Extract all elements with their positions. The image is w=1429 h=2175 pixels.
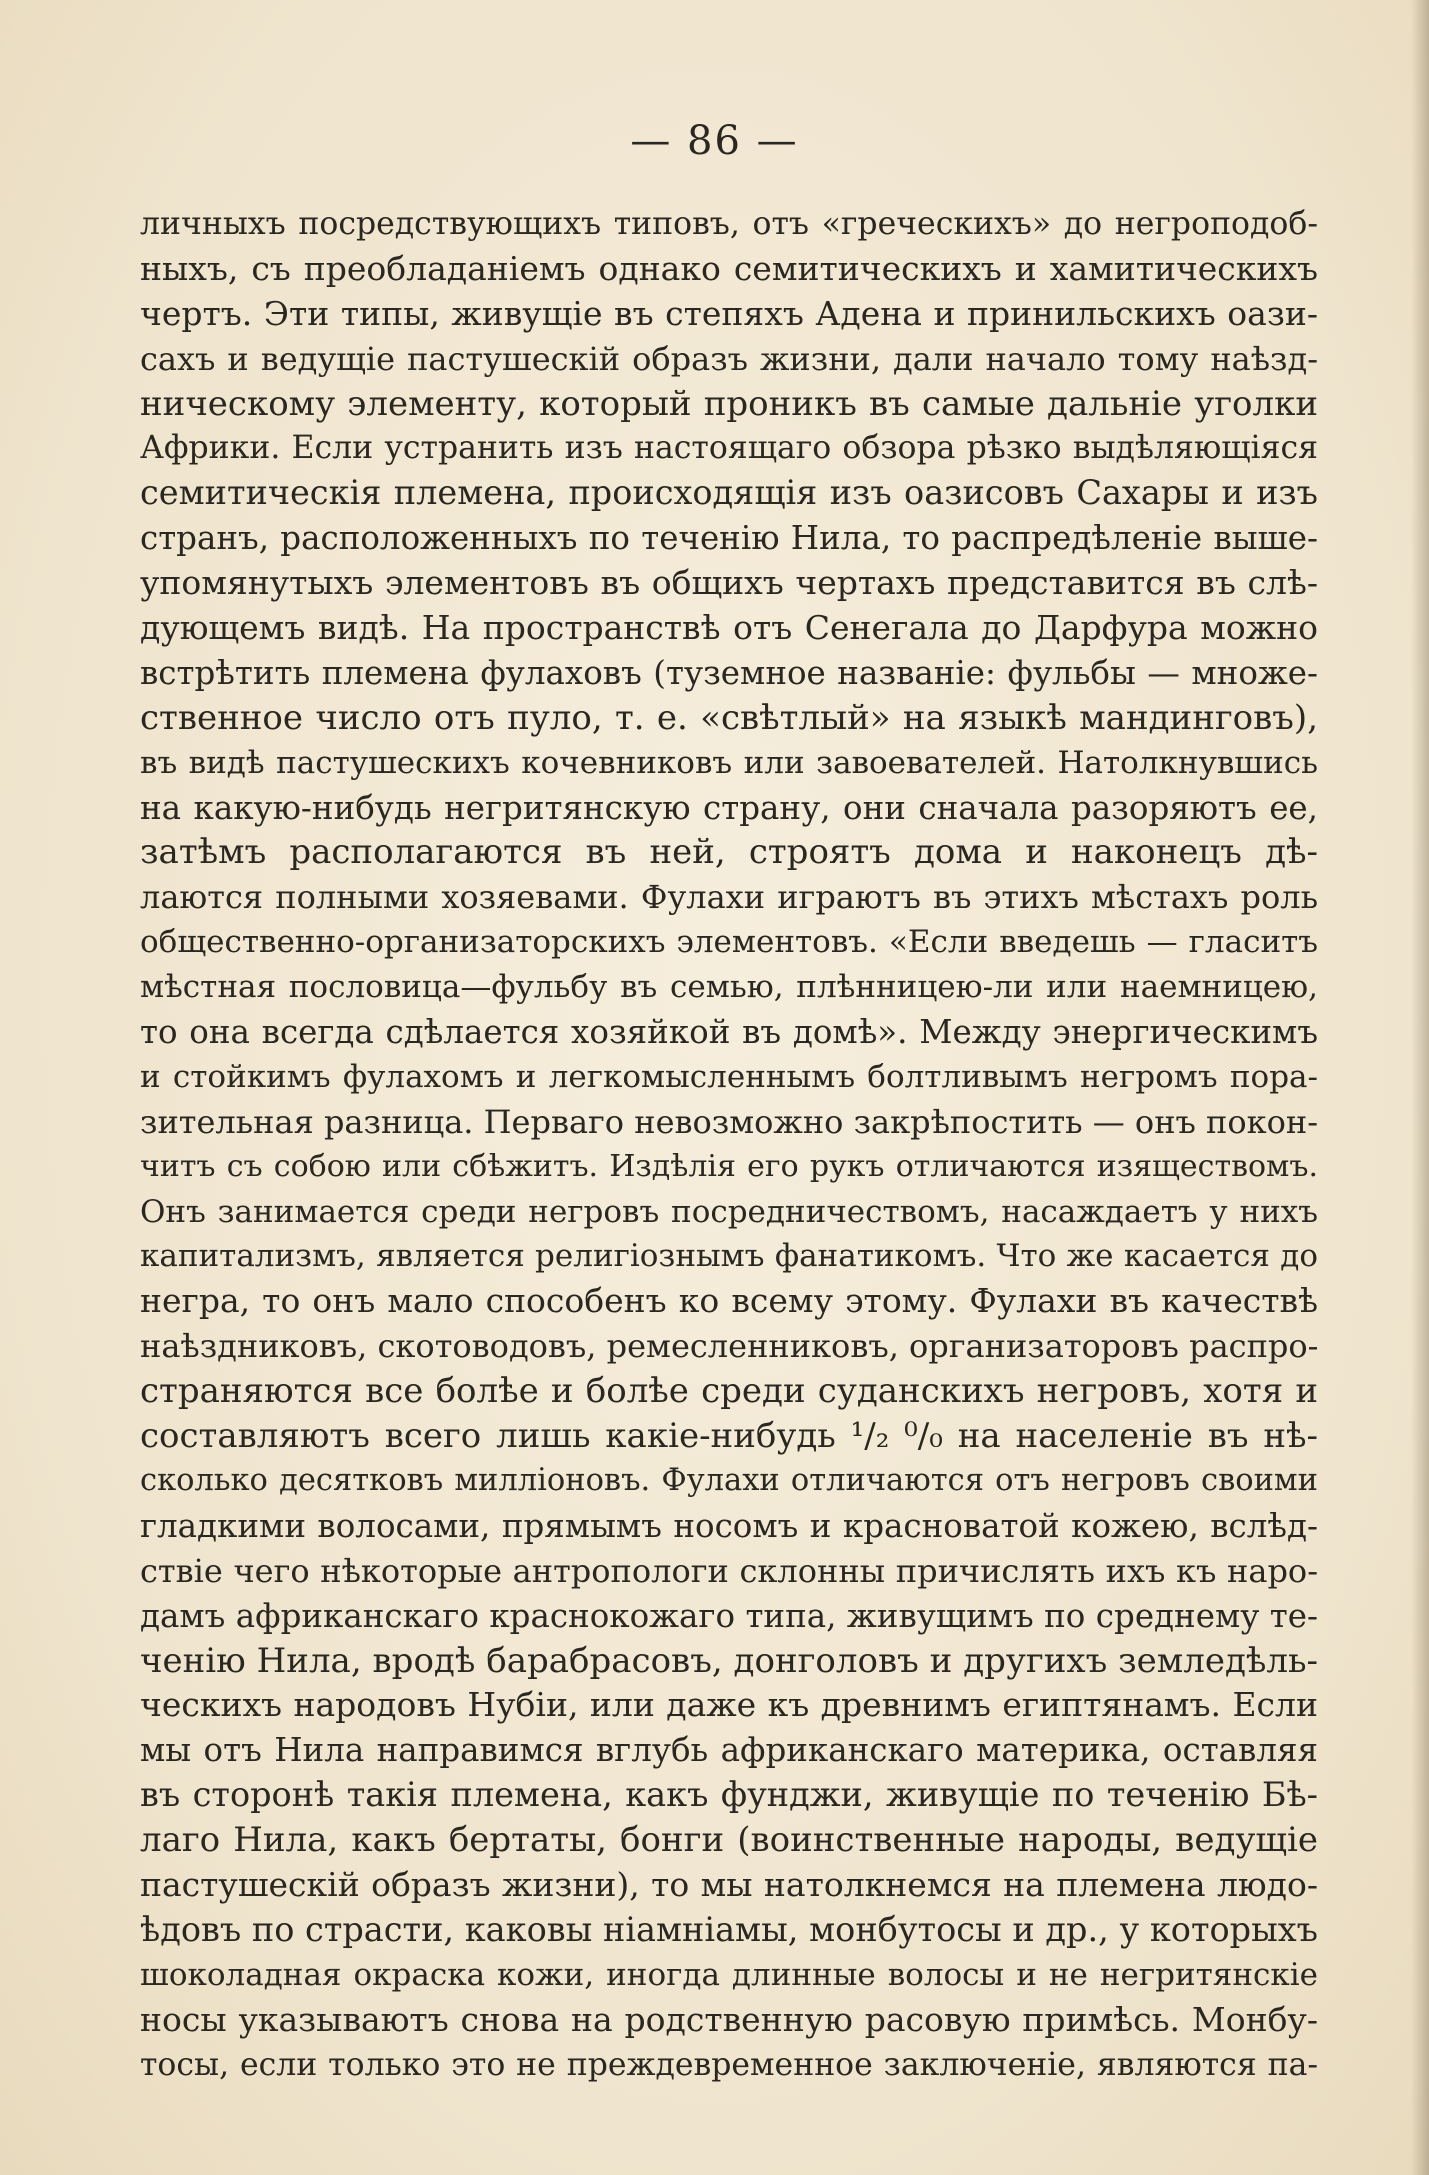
text-line: тосы, если только это не преждевременное заключеніе, являются па-	[140, 2046, 1318, 2083]
text-line: ствіе чего нѣкоторые антропологи склонны причислять ихъ къ наро-	[140, 1551, 1318, 1590]
text-line: странъ, расположенныхъ по теченію Нила, то распредѣленіе выше-	[140, 519, 1318, 558]
text-line: на какую-нибудь негритянскую страну, они сначала разоряютъ ее,	[140, 788, 1318, 827]
text-line: чертъ. Эти типы, живущіе въ степяхъ Адена и принильскихъ оази-	[140, 293, 1318, 333]
text-line: негра, то онъ мало способенъ ко всему этому. Фулахи въ качествѣ	[140, 1281, 1318, 1321]
text-line: читъ съ собою или сбѣжитъ. Издѣлія его рукъ отличаются изяществомъ.	[140, 1148, 1318, 1184]
body-text	[140, 202, 1318, 2087]
text-line: то она всегда сдѣлается хозяйкой въ домѣ». Между энергическимъ	[140, 1013, 1318, 1052]
text-line: Онъ занимается среди негровъ посредничествомъ, насаждаетъ у нихъ	[140, 1193, 1318, 1230]
text-line: мѣстная пословица—фульбу въ семью, плѣнницею-ли или наемницею,	[140, 969, 1318, 1006]
page-number: — 86 —	[630, 118, 799, 164]
text-line: составляютъ всего лишь какіе-нибудь ¹/₂ ⁰/₀ на населеніе въ нѣ-	[140, 1416, 1318, 1457]
text-line: лаются полными хозяевами. Фулахи играютъ въ этихъ мѣстахъ роль	[140, 878, 1318, 917]
text-line: ныхъ, съ преобладаніемъ однако семитическихъ и хамитическихъ	[140, 248, 1318, 288]
text-line: въ видѣ пастушескихъ кочевниковъ или завоевателей. Натолкнувшись	[140, 744, 1318, 781]
text-line: капитализмъ, является религіознымъ фанатикомъ. Что же касается до	[140, 1238, 1318, 1275]
text-line: сахъ и ведущіе пастушескій образъ жизни, дали начало тому наѣзд-	[140, 339, 1318, 378]
text-line: носы указываютъ снова на родственную расовую примѣсь. Монбу-	[140, 1999, 1318, 2039]
text-line: гладкими волосами, прямымъ носомъ и красноватой кожею, вслѣд-	[140, 1506, 1318, 1545]
text-line: личныхъ посредствующихъ типовъ, отъ «греческихъ» до негроподоб-	[140, 206, 1318, 242]
text-line: упомянутыхъ элементовъ въ общихъ чертахъ представится въ слѣ-	[140, 563, 1318, 603]
text-line: сколько десятковъ милліоновъ. Фулахи отличаются отъ негровъ своими	[140, 1462, 1318, 1498]
text-line: Африки. Если устранить изъ настоящаго обзора рѣзко выдѣляющіяся	[140, 430, 1318, 467]
text-line: лаго Нила, какъ бертаты, бонги (воинственные народы, ведущіе	[140, 1820, 1318, 1861]
text-line: наѣздниковъ, скотоводовъ, ремесленниковъ, организаторовъ распро-	[140, 1327, 1318, 1366]
text-line: страняются все болѣе и болѣе среди суданскихъ негровъ, хотя и	[140, 1371, 1318, 1412]
text-line: въ сторонѣ такія племена, какъ фунджи, живущіе по теченію Бѣ-	[140, 1775, 1318, 1815]
text-line: семитическія племена, происходящія изъ оазисовъ Сахары и изъ	[140, 473, 1318, 513]
page-edge-shadow	[1411, 0, 1429, 2175]
text-line: общественно-организаторскихъ элементовъ. «Если введешь — гласитъ	[140, 924, 1318, 961]
text-line: ственное число отъ пуло, т. е. «свѣтлый» на языкѣ мандинговъ),	[140, 697, 1318, 738]
text-line: ѣдовъ по страсти, каковы ніамніамы, монбутосы и др., у которыхъ	[140, 1909, 1318, 1949]
text-line: дующемъ видѣ. На пространствѣ отъ Сенегала до Дарфура можно	[140, 608, 1318, 648]
text-line: и стойкимъ фулахомъ и легкомысленнымъ болтливымъ негромъ пора-	[140, 1058, 1318, 1095]
text-line: затѣмъ располагаются въ ней, строятъ дома и наконецъ дѣ-	[140, 832, 1318, 873]
text-line: встрѣтить племена фулаховъ (туземное названіе: фульбы — множе-	[140, 653, 1318, 692]
text-line: ческихъ народовъ Нубіи, или даже къ древнимъ египтянамъ. Если	[140, 1685, 1318, 1725]
text-line: дамъ африканскаго краснокожаго типа, живущимъ по среднему те-	[140, 1596, 1318, 1635]
text-line: ническому элементу, который проникъ въ самые дальніе уголки	[140, 383, 1318, 424]
text-line: ченію Нила, вродѣ барабрасовъ, донголовъ и другихъ земледѣль-	[140, 1640, 1318, 1681]
text-line: зительная разница. Перваго невозможно закрѣпостить — онъ покон-	[140, 1102, 1318, 1141]
text-line: мы отъ Нила направимся вглубь африканскаго материка, оставляя	[140, 1731, 1318, 1770]
text-line: пастушескій образъ жизни), то мы натолкнемся на племена людо-	[140, 1864, 1318, 1904]
text-line: шоколадная окраска кожи, иногда длинные волосы и не негритянскіе	[140, 1956, 1318, 1993]
